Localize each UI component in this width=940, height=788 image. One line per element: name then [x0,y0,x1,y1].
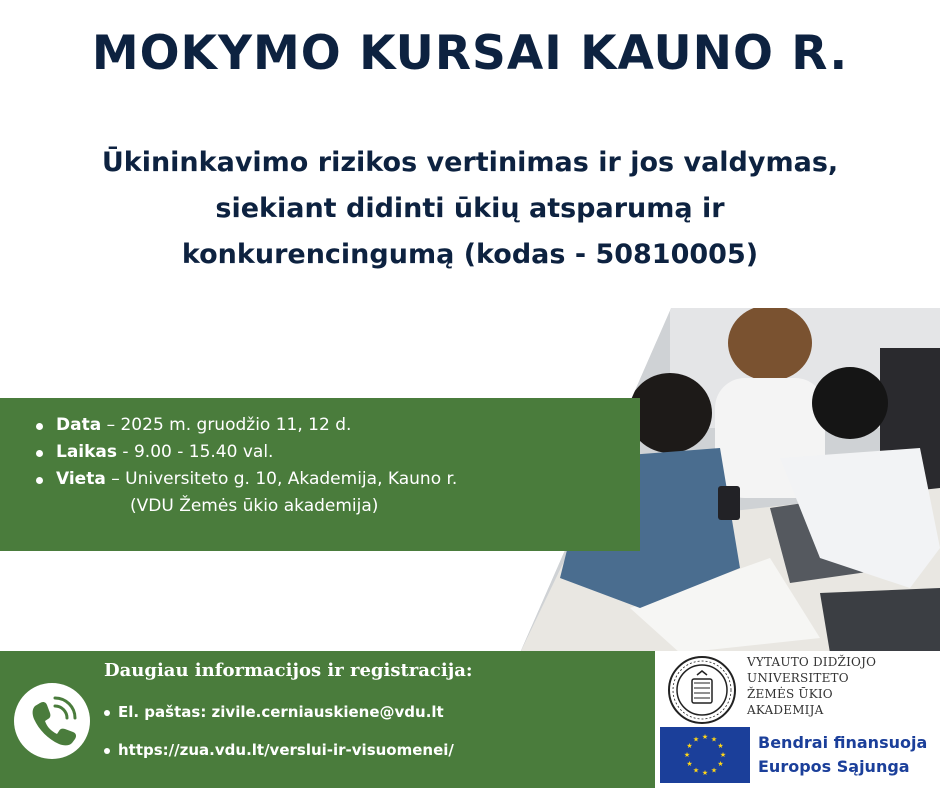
university-seal-icon [667,655,737,725]
registration-title: Daugiau informacijos ir registracija: [104,660,473,681]
svg-text:★: ★ [710,766,718,775]
svg-text:★: ★ [710,735,718,744]
vdu-name-line-1: VYTAUTO DIDŽIOJO [747,655,877,669]
bullet-icon [104,748,110,754]
eu-flag-icon [660,727,750,783]
detail-place-label: Vieta [56,469,106,489]
vdu-name-line-2: UNIVERSITETO [747,671,849,685]
email-item [118,703,444,721]
detail-place-value: – Universiteto g. 10, Akademija, Kauno r. [105,469,458,489]
eu-cofunded-line-2: Europos Sąjunga [758,757,910,776]
website-link[interactable]: https://zua.vdu.lt/verslui-ir-visuomenei/ [118,741,454,759]
headline: MOKYMO KURSAI KAUNO R. [91,26,849,81]
detail-date [34,412,640,439]
course-title-line-2: siekiant didinti ūkių atsparumą ir [215,193,725,224]
course-title-line-1: Ūkininkavimo rizikos vertinimas ir jos valdymas, [101,147,839,178]
svg-text:★: ★ [717,742,724,750]
url-item [118,741,454,759]
svg-text:★: ★ [686,760,693,768]
detail-time-value: - 9.00 - 15.40 val. [117,442,274,462]
course-title [40,140,900,278]
registration-info-band [0,651,655,788]
eu-cofunded-line-1: Bendrai finansuoja [758,733,928,752]
detail-date-label: Data [56,415,102,435]
vdu-name-line-3: ŽEMĖS ŪKIO [747,687,833,701]
bullet-icon [104,710,110,716]
svg-text:★: ★ [683,751,691,759]
logos-area [655,651,940,788]
svg-text:★: ★ [701,733,709,741]
svg-text:★: ★ [686,742,693,750]
event-details-band [0,398,640,551]
detail-time [34,439,640,466]
detail-date-value: – 2025 m. gruodžio 11, 12 d. [101,415,352,435]
detail-place [34,466,640,493]
svg-text:★: ★ [692,735,700,744]
phone-icon [14,683,90,759]
email-link[interactable]: El. paštas: zivile.cerniauskiene@vdu.lt [118,703,444,721]
detail-time-label: Laikas [56,442,118,462]
vdu-name-line-4: AKADEMIJA [747,703,824,717]
event-details-list [0,398,640,520]
course-title-line-3: konkurencingumą (kodas - 50810005) [181,239,759,270]
svg-text:★: ★ [701,769,709,777]
svg-text:★: ★ [692,766,700,775]
svg-text:★: ★ [717,760,724,768]
svg-text:★: ★ [719,751,727,759]
detail-place-value-2: (VDU Žemės ūkio akademija) [130,496,379,516]
